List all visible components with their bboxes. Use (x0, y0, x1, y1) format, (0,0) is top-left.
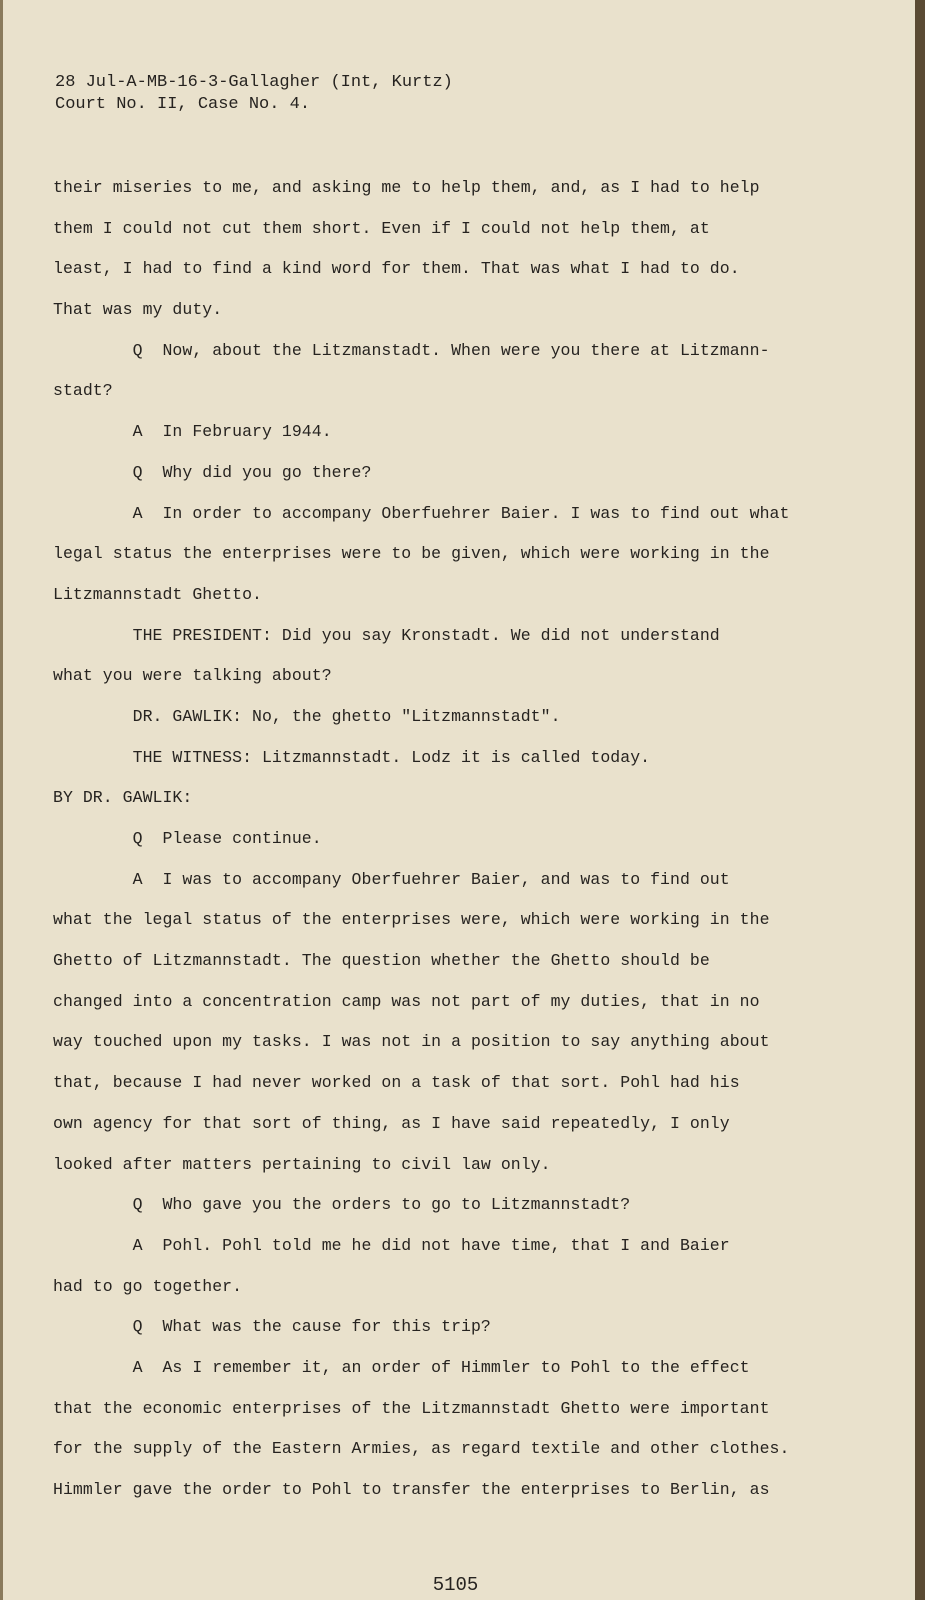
transcript-line: Q Please continue. (53, 829, 322, 848)
transcript-line: A Pohl. Pohl told me he did not have time, that I and Baier (53, 1235, 730, 1255)
header-session-line: 28 Jul-A-MB-16-3-Gallagher (Int, Kurtz) (55, 73, 453, 92)
transcript-line: Q What was the cause for this trip? (53, 1317, 491, 1337)
transcript-body (53, 168, 833, 1511)
transcript-line: for the supply of the Eastern Armies, as regard textile and other clothes. (53, 1439, 790, 1459)
transcript-line: that, because I had never worked on a task of that sort. Pohl had his (53, 1073, 740, 1093)
transcript-line: A In February 1944. (53, 422, 332, 442)
transcript-line: had to go together. (53, 1276, 243, 1296)
transcript-line: their miseries to me, and asking me to help them, and, as I had to help (53, 178, 760, 197)
transcript-line: looked after matters pertaining to civil law only. (53, 1154, 551, 1174)
transcript-line: Q Now, about the Litzmanstadt. When were you there at Litzmann- (53, 340, 770, 360)
transcript-line: least, I had to find a kind word for them. That was what I had to do. (53, 259, 740, 279)
transcript-line: BY DR. GAWLIK: (53, 788, 193, 808)
transcript-line: changed into a concentration camp was not part of my duties, that in no (53, 991, 760, 1011)
document-header (55, 72, 453, 116)
transcript-line: stadt? (53, 381, 113, 401)
transcript-line: what the legal status of the enterprises were, which were working in the (53, 910, 770, 930)
header-court-line: Court No. II, Case No. 4. (55, 95, 311, 114)
page-number: 5105 (432, 1574, 479, 1596)
transcript-line: way touched upon my tasks. I was not in a position to say anything about (53, 1032, 770, 1052)
transcript-line: that the economic enterprises of the Litzmannstadt Ghetto were important (53, 1398, 770, 1418)
transcript-line: legal status the enterprises were to be given, which were working in the (53, 544, 770, 564)
transcript-line: THE PRESIDENT: Did you say Kronstadt. We did not understand (53, 625, 720, 645)
transcript-line: what you were talking about? (53, 666, 332, 686)
transcript-line: Ghetto of Litzmannstadt. The question whether the Ghetto should be (53, 951, 710, 971)
transcript-line: DR. GAWLIK: No, the ghetto "Litzmannstadt". (53, 706, 561, 726)
transcript-line: A I was to accompany Oberfuehrer Baier, and was to find out (53, 869, 730, 889)
transcript-line: That was my duty. (53, 300, 223, 320)
transcript-line: own agency for that sort of thing, as I have said repeatedly, I only (53, 1113, 730, 1133)
transcript-line: A As I remember it, an order of Himmler to Pohl to the effect (53, 1357, 750, 1377)
transcript-line: THE WITNESS: Litzmannstadt. Lodz it is called today. (53, 747, 651, 767)
transcript-line: Litzmannstadt Ghetto. (53, 584, 262, 604)
transcript-line: A In order to accompany Oberfuehrer Baier. I was to find out what (53, 503, 790, 523)
transcript-line: Q Why did you go there? (53, 462, 372, 482)
transcript-line: Q Who gave you the orders to go to Litzmannstadt? (53, 1195, 631, 1215)
transcript-line: them I could not cut them short. Even if I could not help them, at (53, 218, 710, 238)
transcript-line: Himmler gave the order to Pohl to transfer the enterprises to Berlin, as (53, 1480, 770, 1499)
